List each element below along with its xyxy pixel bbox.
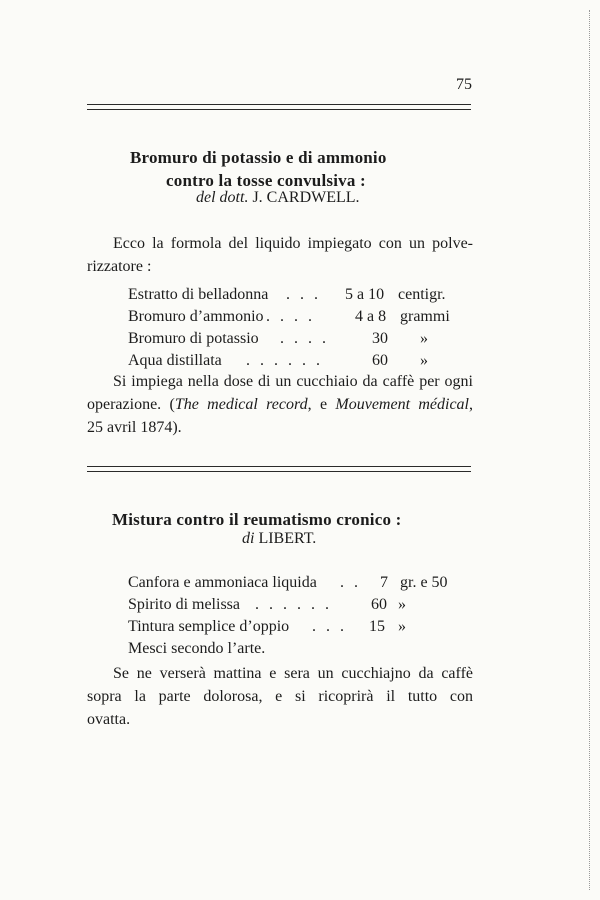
ingredient-quantity: 30	[372, 330, 388, 347]
section2-heading: Mistura contro il reumatismo cronico :	[112, 510, 402, 529]
byline-prefix: del dott.	[196, 189, 249, 206]
leader-dots: . . . .	[266, 308, 315, 325]
leader-dots: . .	[340, 574, 361, 591]
usage-line-2	[87, 393, 473, 416]
usage-line-2: sopra la parte dolorosa, e si ricoprirà il tutto con	[87, 688, 473, 705]
ingredient-quantity: 5 a 10	[345, 286, 385, 303]
usage-line-1: Si impiega nella dose di un cucchiaio da caffè per ogni	[113, 373, 473, 390]
intro-line-2: rizzatore :	[87, 258, 152, 275]
usage-text: operazione. (	[87, 396, 175, 413]
source-mouvement-medical: Mouvement médical	[335, 396, 469, 413]
ingredient-unit: centigr.	[398, 286, 446, 303]
leader-dots: . . .	[286, 286, 321, 303]
section2-usage	[87, 662, 473, 731]
ingredient-unit: »	[420, 330, 428, 347]
ingredient-name: Aqua distillata	[128, 352, 222, 369]
ingredient-unit: gr. e 50	[400, 574, 448, 591]
ingredient-name: Estratto di belladonna	[128, 286, 269, 303]
page-edge-marks	[586, 10, 590, 890]
byline-author: LIBERT.	[258, 530, 317, 547]
ingredient-unit: »	[420, 352, 428, 369]
ingredient-name: Tintura semplice d’oppio	[128, 618, 290, 635]
leader-dots: . . . . . .	[255, 596, 332, 613]
byline-prefix: di	[242, 530, 255, 547]
page-number: 75	[456, 76, 472, 93]
usage-text: ,	[469, 396, 473, 413]
ingredient-unit: grammi	[400, 308, 450, 325]
ingredient-name: Bromuro d’ammonio	[128, 308, 264, 325]
usage-line-1: Se ne verserà mattina e sera un cucchiajno da caffè	[113, 665, 473, 682]
usage-line-3: 25 avril 1874).	[87, 419, 182, 436]
intro-line-1: Ecco la formola del liquido impiegato con un polve-	[113, 235, 473, 252]
ingredient-name: Canfora e ammoniaca liquida	[128, 574, 317, 591]
section1-heading-line2: contro la tosse convulsiva :	[166, 171, 366, 190]
section1-intro	[87, 232, 473, 278]
section1-heading-line1: Bromuro di potassio e di ammonio	[130, 148, 387, 167]
ingredient-quantity: 15	[369, 618, 385, 635]
ingredient-quantity: 4 a 8	[355, 308, 387, 325]
source-the-medical-record: The medical record	[174, 396, 308, 413]
section1-byline	[196, 189, 360, 207]
top-double-rule	[87, 104, 471, 110]
ingredient-quantity: 60	[371, 596, 387, 613]
ingredient-quantity: 60	[372, 352, 388, 369]
ingredient-name: Bromuro di potassio	[128, 330, 259, 347]
usage-line-3: ovatta.	[87, 711, 131, 728]
section2-byline	[242, 530, 316, 548]
recipe-instruction: Mesci secondo l’arte.	[128, 640, 266, 657]
leader-dots: . . .	[312, 618, 347, 635]
ingredient-unit: »	[398, 596, 406, 613]
leader-dots: . . . . . .	[246, 352, 323, 369]
ingredient-name: Spirito di melissa	[128, 596, 240, 613]
section-divider-double-rule	[87, 466, 471, 472]
ingredient-unit: »	[398, 618, 406, 635]
byline-author: J. CARDWELL.	[252, 189, 360, 206]
section1-usage	[87, 370, 473, 439]
ingredient-quantity: 7	[380, 574, 388, 591]
leader-dots: . . . .	[280, 330, 329, 347]
usage-text: , e	[307, 396, 336, 413]
